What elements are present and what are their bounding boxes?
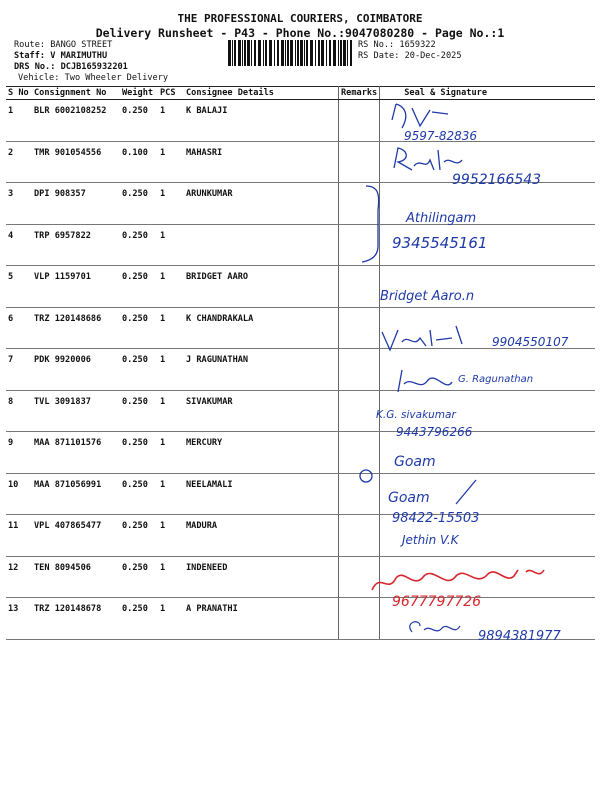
table-row bbox=[6, 598, 595, 640]
row-pcs: 1 bbox=[158, 432, 184, 474]
barcode-bar bbox=[306, 40, 308, 66]
row-consignee: SIVAKUMAR bbox=[184, 390, 339, 432]
row-consignment-no: TRZ 120148678 bbox=[32, 598, 120, 640]
row-signature-cell bbox=[380, 598, 595, 640]
barcode-bar bbox=[297, 40, 299, 66]
staff-label: Staff: bbox=[14, 51, 46, 61]
row-consignment-no: TVL 3091837 bbox=[32, 390, 120, 432]
staff-line bbox=[14, 51, 107, 62]
handwritten-phone: 9443796266 bbox=[396, 425, 473, 439]
handwritten-phone: 9952166543 bbox=[452, 172, 542, 188]
handwritten-name: Goam bbox=[388, 490, 430, 506]
handwritten-phone: 9904550107 bbox=[492, 335, 569, 349]
staff-value: V MARIMUTHU bbox=[50, 51, 108, 61]
handwritten-name: Goam bbox=[394, 454, 436, 470]
row-signature-cell bbox=[380, 556, 595, 598]
row-weight: 0.250 bbox=[120, 349, 158, 391]
row-remarks bbox=[339, 183, 380, 225]
row-pcs: 1 bbox=[158, 100, 184, 142]
row-sno: 4 bbox=[6, 224, 32, 266]
rs-date-label: RS Date: bbox=[358, 51, 400, 61]
runsheet-subtitle: Delivery Runsheet - P43 - Phone No.:9047080280 - Page No.:1 bbox=[95, 26, 505, 40]
rs-date-value: 20-Dec-2025 bbox=[404, 51, 462, 61]
row-sno: 5 bbox=[6, 266, 32, 308]
barcode-bar bbox=[300, 40, 303, 66]
handwritten-name: G. Ragunathan bbox=[458, 374, 534, 385]
barcode bbox=[228, 40, 354, 66]
row-consignee: NEELAMALI bbox=[184, 473, 339, 515]
barcode-bar bbox=[326, 40, 327, 66]
row-consignee: A PRANATHI bbox=[184, 598, 339, 640]
row-pcs: 1 bbox=[158, 307, 184, 349]
row-sno: 1 bbox=[6, 100, 32, 142]
barcode-bar bbox=[254, 40, 256, 66]
row-pcs: 1 bbox=[158, 141, 184, 183]
row-consignment-no: TMR 901054556 bbox=[32, 141, 120, 183]
row-weight: 0.250 bbox=[120, 224, 158, 266]
handwritten-name: Bridget Aaro.n bbox=[380, 289, 475, 304]
barcode-bar bbox=[281, 40, 284, 66]
table-row bbox=[6, 100, 595, 142]
route-label: Route: bbox=[14, 40, 46, 50]
barcode-bar bbox=[234, 40, 236, 66]
row-pcs: 1 bbox=[158, 224, 184, 266]
row-consignee: K CHANDRAKALA bbox=[184, 307, 339, 349]
row-consignment-no: BLR 6002108252 bbox=[32, 100, 120, 142]
barcode-bar bbox=[238, 40, 241, 66]
table-row bbox=[6, 556, 595, 598]
row-remarks bbox=[339, 349, 380, 391]
row-signature-cell bbox=[380, 141, 595, 183]
row-consignee: J RAGUNATHAN bbox=[184, 349, 339, 391]
row-pcs: 1 bbox=[158, 390, 184, 432]
row-consignment-no: VLP 1159701 bbox=[32, 266, 120, 308]
row-sno: 11 bbox=[6, 515, 32, 557]
barcode-bar bbox=[263, 40, 264, 66]
table-row bbox=[6, 307, 595, 349]
row-weight: 0.100 bbox=[120, 141, 158, 183]
route-value: BANGO STREET bbox=[50, 40, 113, 50]
row-remarks bbox=[339, 141, 380, 183]
col-header-remarks: Remarks bbox=[339, 87, 380, 100]
barcode-bar bbox=[274, 40, 275, 66]
row-weight: 0.250 bbox=[120, 556, 158, 598]
rs-no-label: RS No.: bbox=[358, 40, 395, 50]
row-signature-cell bbox=[380, 266, 595, 308]
row-remarks bbox=[339, 515, 380, 557]
barcode-bar bbox=[269, 40, 272, 66]
row-weight: 0.250 bbox=[120, 266, 158, 308]
row-remarks bbox=[339, 556, 380, 598]
barcode-bar bbox=[333, 40, 336, 66]
barcode-bar bbox=[242, 40, 243, 66]
row-pcs: 1 bbox=[158, 556, 184, 598]
row-weight: 0.250 bbox=[120, 515, 158, 557]
handwritten-phone: 9894381977 bbox=[478, 629, 561, 644]
handwritten-name: Athilingam bbox=[406, 211, 477, 226]
barcode-bar bbox=[343, 40, 346, 66]
handwritten-name: Jethin V.K bbox=[402, 533, 459, 547]
row-remarks bbox=[339, 224, 380, 266]
handwritten-phone: 9677797726 bbox=[392, 594, 482, 610]
table-row bbox=[6, 432, 595, 474]
row-sno: 6 bbox=[6, 307, 32, 349]
row-remarks bbox=[339, 307, 380, 349]
row-sno: 8 bbox=[6, 390, 32, 432]
table-row bbox=[6, 183, 595, 225]
col-header-consignment: Consignment No bbox=[32, 87, 120, 100]
col-header-weight: Weight bbox=[120, 87, 158, 100]
row-consignee: INDENEED bbox=[184, 556, 339, 598]
runsheet-table bbox=[6, 86, 595, 640]
row-consignee: ARUNKUMAR bbox=[184, 183, 339, 225]
row-pcs: 1 bbox=[158, 515, 184, 557]
row-remarks bbox=[339, 473, 380, 515]
col-header-signature: Seal & Signature bbox=[380, 87, 595, 100]
row-consignee: K BALAJI bbox=[184, 100, 339, 142]
row-weight: 0.250 bbox=[120, 100, 158, 142]
row-sno: 9 bbox=[6, 432, 32, 474]
row-remarks bbox=[339, 266, 380, 308]
vehicle-value: Two Wheeler Delivery bbox=[64, 73, 169, 83]
handwritten-phone: 98422-15503 bbox=[392, 511, 480, 526]
table-row bbox=[6, 141, 595, 183]
row-consignee: BRIDGET AARO bbox=[184, 266, 339, 308]
rs-no-value: 1659322 bbox=[399, 40, 436, 50]
barcode-bar bbox=[321, 40, 324, 66]
row-consignment-no: VPL 407865477 bbox=[32, 515, 120, 557]
row-consignment-no: MAA 871101576 bbox=[32, 432, 120, 474]
row-remarks bbox=[339, 598, 380, 640]
barcode-bar bbox=[287, 40, 289, 66]
row-signature-cell bbox=[380, 515, 595, 557]
row-signature-cell bbox=[380, 224, 595, 266]
row-weight: 0.250 bbox=[120, 307, 158, 349]
barcode-bar bbox=[350, 40, 352, 66]
row-pcs: 1 bbox=[158, 266, 184, 308]
row-consignee bbox=[184, 224, 339, 266]
row-consignee: MAHASRI bbox=[184, 141, 339, 183]
col-header-pcs: PCS bbox=[158, 87, 184, 100]
route-line bbox=[14, 40, 112, 51]
drs-label: DRS No.: bbox=[14, 62, 56, 72]
table-row bbox=[6, 266, 595, 308]
row-consignee: MADURA bbox=[184, 515, 339, 557]
row-signature-cell bbox=[380, 100, 595, 142]
barcode-bar bbox=[340, 40, 342, 66]
barcode-bar bbox=[290, 40, 293, 66]
col-header-consignee: Consignee Details bbox=[184, 87, 339, 100]
row-consignment-no: PDK 9920006 bbox=[32, 349, 120, 391]
row-sno: 3 bbox=[6, 183, 32, 225]
row-pcs: 1 bbox=[158, 598, 184, 640]
barcode-bar bbox=[318, 40, 320, 66]
barcode-bar bbox=[247, 40, 250, 66]
col-header-sno: S No bbox=[6, 87, 32, 100]
row-remarks bbox=[339, 390, 380, 432]
row-signature-cell bbox=[380, 307, 595, 349]
row-remarks bbox=[339, 100, 380, 142]
row-signature-cell bbox=[380, 390, 595, 432]
table-row bbox=[6, 473, 595, 515]
company-title: THE PROFESSIONAL COURIERS, COIMBATORE bbox=[177, 12, 423, 25]
handwritten-name: K.G. sivakumar bbox=[376, 409, 456, 421]
table-row bbox=[6, 349, 595, 391]
barcode-bar bbox=[295, 40, 296, 66]
handwritten-phone: 9597-82836 bbox=[404, 129, 478, 143]
row-weight: 0.250 bbox=[120, 432, 158, 474]
row-sno: 2 bbox=[6, 141, 32, 183]
row-signature-cell bbox=[380, 349, 595, 391]
row-pcs: 1 bbox=[158, 473, 184, 515]
drs-value: DCJB165932201 bbox=[60, 62, 128, 72]
barcode-bar bbox=[244, 40, 246, 66]
barcode-bar bbox=[315, 40, 316, 66]
barcode-bar bbox=[232, 40, 233, 66]
vehicle-line bbox=[18, 73, 168, 84]
drs-line bbox=[14, 62, 128, 73]
row-sno: 10 bbox=[6, 473, 32, 515]
rs-no-line bbox=[358, 40, 436, 51]
barcode-bar bbox=[258, 40, 261, 66]
row-consignment-no: DPI 908357 bbox=[32, 183, 120, 225]
row-signature-cell bbox=[380, 183, 595, 225]
barcode-bar bbox=[251, 40, 252, 66]
row-consignee: MERCURY bbox=[184, 432, 339, 474]
barcode-bar bbox=[277, 40, 279, 66]
row-sno: 7 bbox=[6, 349, 32, 391]
row-weight: 0.250 bbox=[120, 183, 158, 225]
row-weight: 0.250 bbox=[120, 598, 158, 640]
table-row bbox=[6, 224, 595, 266]
barcode-bar bbox=[338, 40, 339, 66]
row-consignment-no: TRZ 120148686 bbox=[32, 307, 120, 349]
row-remarks bbox=[339, 432, 380, 474]
row-consignment-no: TRP 6957822 bbox=[32, 224, 120, 266]
row-sno: 13 bbox=[6, 598, 32, 640]
barcode-bar bbox=[304, 40, 305, 66]
table-header-row bbox=[6, 87, 595, 100]
barcode-bar bbox=[310, 40, 313, 66]
handwritten-phone: 9345545161 bbox=[392, 234, 488, 252]
row-signature-cell bbox=[380, 473, 595, 515]
row-signature-cell bbox=[380, 432, 595, 474]
table-row bbox=[6, 390, 595, 432]
row-consignment-no: TEN 8094506 bbox=[32, 556, 120, 598]
row-weight: 0.250 bbox=[120, 473, 158, 515]
table-row bbox=[6, 515, 595, 557]
rs-date-line bbox=[358, 51, 462, 62]
vehicle-label: Vehicle: bbox=[18, 73, 60, 83]
barcode-bar bbox=[347, 40, 348, 66]
barcode-bar bbox=[228, 40, 231, 66]
row-pcs: 1 bbox=[158, 349, 184, 391]
barcode-bar bbox=[329, 40, 331, 66]
row-pcs: 1 bbox=[158, 183, 184, 225]
row-weight: 0.250 bbox=[120, 390, 158, 432]
barcode-bar bbox=[265, 40, 267, 66]
row-consignment-no: MAA 871056991 bbox=[32, 473, 120, 515]
barcode-bar bbox=[285, 40, 286, 66]
row-sno: 12 bbox=[6, 556, 32, 598]
